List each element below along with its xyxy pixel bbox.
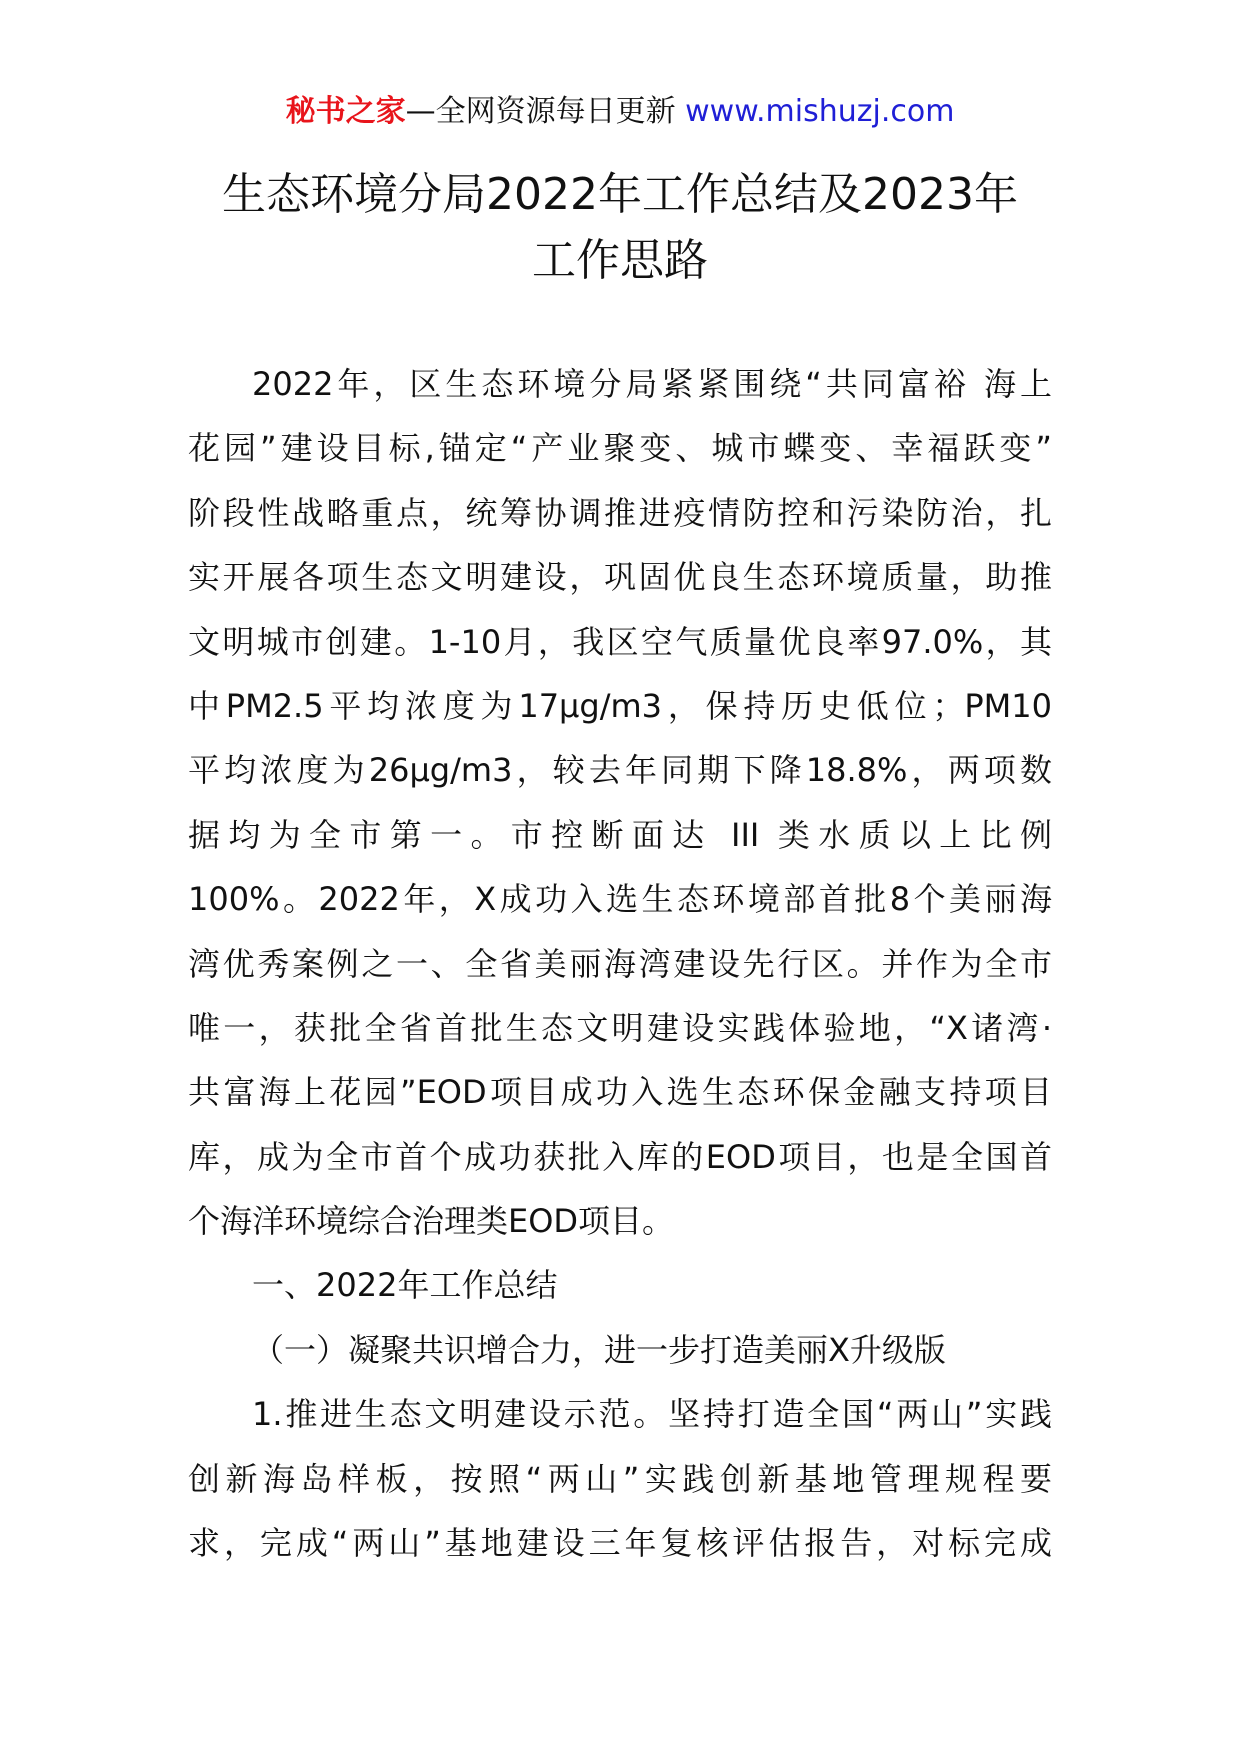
brand-name: 秘书之家 [285, 94, 406, 129]
text-line: 2022年，区生态环境分局紧紧围绕“共同富裕 海上 [252, 365, 1052, 403]
title-line-1: 生态环境分局2022年工作总结及2023年 [222, 169, 1018, 220]
header-tagline: —全网资源每日更新 [405, 94, 676, 129]
text-line: 花园”建设目标,锚定“产业聚变、城市蝶变、幸福跃变” [188, 429, 1052, 468]
intro-paragraph [188, 352, 1052, 1253]
text-line: 文明城市创建。1-10月，我区空气质量优良率97.0%，其 [188, 622, 1052, 661]
item-paragraph [188, 1382, 1052, 1575]
text-line: 平均浓度为26μg/m3，较去年同期下降18.8%，两项数 [188, 751, 1052, 790]
section-heading: 一、2022年工作总结 [252, 1266, 558, 1305]
text-line: 共富海上花园”EOD项目成功入选生态环保金融支持项目 [188, 1073, 1052, 1112]
subsection-heading: （一）凝聚共识增合力，进一步打造美丽X升级版 [252, 1330, 946, 1369]
text-line: 实开展各项生态文明建设，巩固优良生态环境质量，助推 [188, 558, 1052, 597]
text-line: 求，完成“两山”基地建设三年复核评估报告，对标完成 [188, 1524, 1052, 1563]
text-line: 库，成为全市首个成功获批入库的EOD项目，也是全国首 [188, 1137, 1052, 1176]
text-line: 100%。2022年，X成功入选生态环境部首批8个美丽海 [188, 880, 1052, 919]
text-line: 湾优秀案例之一、全省美丽海湾建设先行区。并作为全市 [188, 944, 1052, 983]
text-line: 创新海岛样板，按照“两山”实践创新基地管理规程要 [188, 1459, 1052, 1498]
site-url[interactable]: www.mishuzj.com [685, 94, 955, 129]
document-body [188, 352, 1052, 1575]
text-line: 唯一，获批全省首批生态文明建设实践体验地，“X诸湾· [188, 1008, 1052, 1047]
title-line-2: 工作思路 [532, 235, 708, 286]
text-line: 个海洋环境综合治理类EOD项目。 [188, 1202, 675, 1241]
text-line: 中PM2.5平均浓度为17μg/m3，保持历史低位；PM10 [188, 686, 1052, 725]
document-title [0, 162, 1240, 294]
text-line: 阶段性战略重点，统筹协调推进疫情防控和污染防治，扎 [188, 493, 1052, 532]
text-line: 1.推进生态文明建设示范。坚持打造全国“两山”实践 [252, 1395, 1052, 1434]
site-header [0, 92, 1240, 132]
text-line: 据均为全市第一。市控断面达 III 类水质以上比例 [188, 815, 1052, 854]
